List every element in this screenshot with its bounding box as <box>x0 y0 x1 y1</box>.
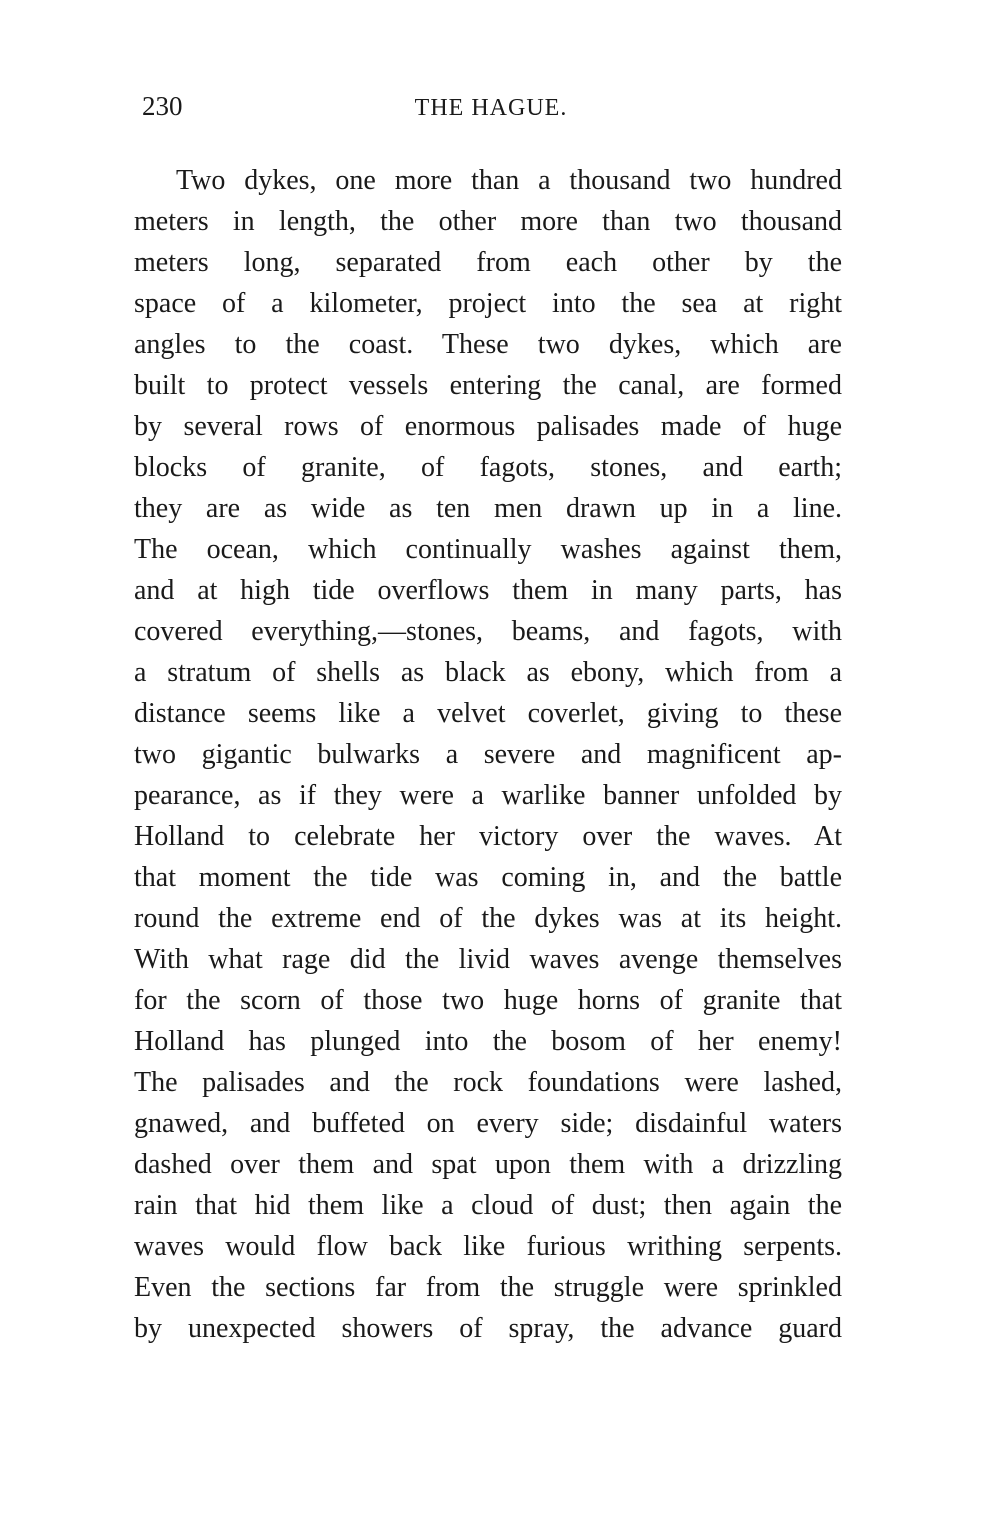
text-line: gnawed, and buffeted on every side; disdainful waters <box>134 1108 842 1139</box>
text-line: blocks of granite, of fagots, stones, and earth; <box>134 452 842 483</box>
text-line: rain that hid them like a cloud of dust; then again the <box>134 1190 842 1221</box>
text-line: With what rage did the livid waves avenge themselves <box>134 944 842 975</box>
text-line: they are as wide as ten men drawn up in a line. <box>134 493 842 524</box>
text-line: Holland to celebrate her victory over the waves. At <box>134 821 842 852</box>
text-line: that moment the tide was coming in, and the battle <box>134 862 842 893</box>
text-line: by several rows of enormous palisades made of huge <box>134 411 842 442</box>
text-line: round the extreme end of the dykes was at its height. <box>134 903 842 934</box>
body-paragraph <box>134 160 842 1349</box>
text-line: The ocean, which continually washes against them, <box>134 534 842 565</box>
text-line: distance seems like a velvet coverlet, giving to these <box>134 698 842 729</box>
text-line: for the scorn of those two huge horns of granite that <box>134 985 842 1016</box>
text-line: covered everything,—stones, beams, and fagots, with <box>134 616 842 647</box>
text-line: The palisades and the rock foundations were lashed, <box>134 1067 842 1098</box>
text-line: waves would flow back like furious writhing serpents. <box>134 1231 842 1262</box>
text-line: pearance, as if they were a warlike banner unfolded by <box>134 780 842 811</box>
text-line: by unexpected showers of spray, the advance guard <box>134 1313 842 1344</box>
text-line: Two dykes, one more than a thousand two hundred <box>176 165 842 196</box>
text-line: two gigantic bulwarks a severe and magnificent ap- <box>134 739 842 770</box>
page-number: 230 <box>142 91 183 121</box>
text-line: Holland has plunged into the bosom of her enemy! <box>134 1026 842 1057</box>
text-line: space of a kilometer, project into the sea at right <box>134 288 842 319</box>
text-line: built to protect vessels entering the canal, are formed <box>134 370 842 401</box>
text-line: and at high tide overflows them in many parts, has <box>134 575 842 606</box>
text-line: meters in length, the other more than two thousand <box>134 206 842 237</box>
text-line: meters long, separated from each other by the <box>134 247 842 278</box>
text-line: Even the sections far from the struggle were sprinkled <box>134 1272 842 1303</box>
text-line: angles to the coast. These two dykes, which are <box>134 329 842 360</box>
page-header <box>138 88 844 128</box>
text-line: a stratum of shells as black as ebony, which from a <box>134 657 842 688</box>
text-line: dashed over them and spat upon them with a drizzling <box>134 1149 842 1180</box>
running-head: THE HAGUE. <box>414 95 568 121</box>
